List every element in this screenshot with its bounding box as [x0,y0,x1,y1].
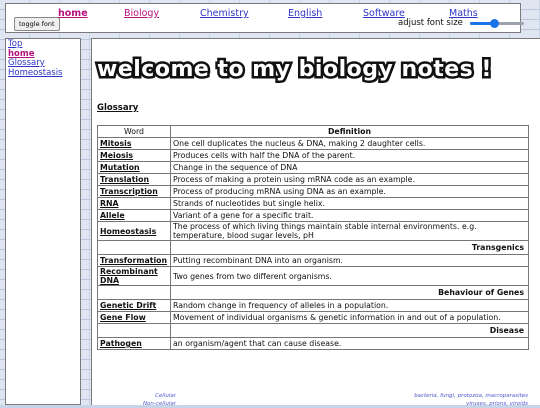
nav-link-chemistry[interactable]: Chemistry [200,8,249,19]
sidebar [5,38,81,405]
term-cell[interactable]: Translation [98,174,171,186]
subtable-label-cellular: Cellular [155,393,176,399]
definition-cell: Process of making a protein using mRNA code as an example. [171,174,529,186]
table-header-row [98,126,529,138]
nav-link-home[interactable]: home [58,8,88,19]
definition-cell: an organism/agent that can cause disease. [171,338,529,350]
table-row [98,338,529,350]
pathogen-subtable [96,393,528,408]
section-row [98,286,529,300]
glossary-table [97,125,529,350]
term-cell[interactable]: Allele [98,210,171,222]
term-cell[interactable]: Transcription [98,186,171,198]
table-row [98,150,529,162]
nav-link-software[interactable]: Software [363,8,405,19]
page-title: welcome to my biology notes ! [97,57,492,82]
definition-cell: Random change in frequency of alleles in a population. [171,300,529,312]
table-row [98,222,529,241]
section-row [98,324,529,338]
definition-cell: Two genes from two different organisms. [171,267,529,286]
term-cell[interactable]: Transformation [98,255,171,267]
nav-link-english[interactable]: English [288,8,323,19]
definition-cell: Movement of individual organisms & genetic information in and out of a population. [171,312,529,324]
font-size-label: adjust font size [398,18,463,28]
glossary-heading: Glossary [97,103,139,113]
term-cell[interactable]: Gene Flow [98,312,171,324]
glossary-rows [98,138,529,241]
sidebar-item-top[interactable]: Top [8,39,23,49]
definition-cell: Putting recombinant DNA into an organism. [171,255,529,267]
transgenics-rows [98,255,529,286]
toggle-font-button[interactable]: toggle font [14,17,60,31]
term-cell[interactable]: Pathogen [98,338,171,350]
section-behaviour-of-genes: Behaviour of Genes [171,286,529,300]
table-row [98,210,529,222]
table-row [98,186,529,198]
sidebar-item-home[interactable]: home [8,48,35,59]
definition-cell: Change in the sequence of DNA [171,162,529,174]
term-cell[interactable]: Meiosis [98,150,171,162]
term-cell[interactable]: Mutation [98,162,171,174]
behaviour-rows [98,300,529,324]
definition-cell: Produces cells with half the DNA of the parent. [171,150,529,162]
table-row [98,255,529,267]
nav-link-maths[interactable]: Maths [449,8,478,19]
subtable-label-noncellular: Non-cellular [142,401,176,407]
table-row [98,267,529,286]
definition-cell: Variant of a gene for a specific trait. [171,210,529,222]
subtable-value-cellular: bacteria, fungi, protozoa, macroparasites [414,393,528,399]
table-row [98,174,529,186]
definition-cell: One cell duplicates the nucleus & DNA, making 2 daughter cells. [171,138,529,150]
term-cell[interactable]: Genetic Drift [98,300,171,312]
header-word: Word [98,126,171,138]
section-disease: Disease [171,324,529,338]
term-cell[interactable]: Mitosis [98,138,171,150]
definition-cell: Process of producing mRNA using DNA as an example. [171,186,529,198]
section-spacer [98,241,171,255]
section-row [98,241,529,255]
nav-link-biology[interactable]: Biology [124,8,160,19]
table-row [98,138,529,150]
disease-rows [98,338,529,350]
table-row [98,162,529,174]
definition-cell: The process of which living things maintain stable internal environments. e.g. temperature, blood sugar levels, pH [171,222,529,241]
font-size-slider[interactable] [470,20,524,26]
sidebar-item-homeostasis[interactable]: Homeostasis [8,67,63,78]
table-row [98,300,529,312]
top-nav-bar [5,3,521,33]
section-transgenics: Transgenics [171,241,529,255]
section-spacer [98,286,171,300]
header-definition: Definition [171,126,529,138]
definition-cell: Strands of nucleotides but single helix. [171,198,529,210]
subtable-value-noncellular: viruses, prions, viroids [466,401,528,407]
table-row [98,198,529,210]
term-cell[interactable]: Homeostasis [98,222,171,241]
main-content [91,38,540,405]
sidebar-item-glossary[interactable]: Glossary [8,58,45,68]
table-row [98,312,529,324]
section-spacer [98,324,171,338]
slider-thumb[interactable] [490,19,499,28]
term-cell[interactable]: Recombinant DNA [98,267,171,286]
term-cell[interactable]: RNA [98,198,171,210]
